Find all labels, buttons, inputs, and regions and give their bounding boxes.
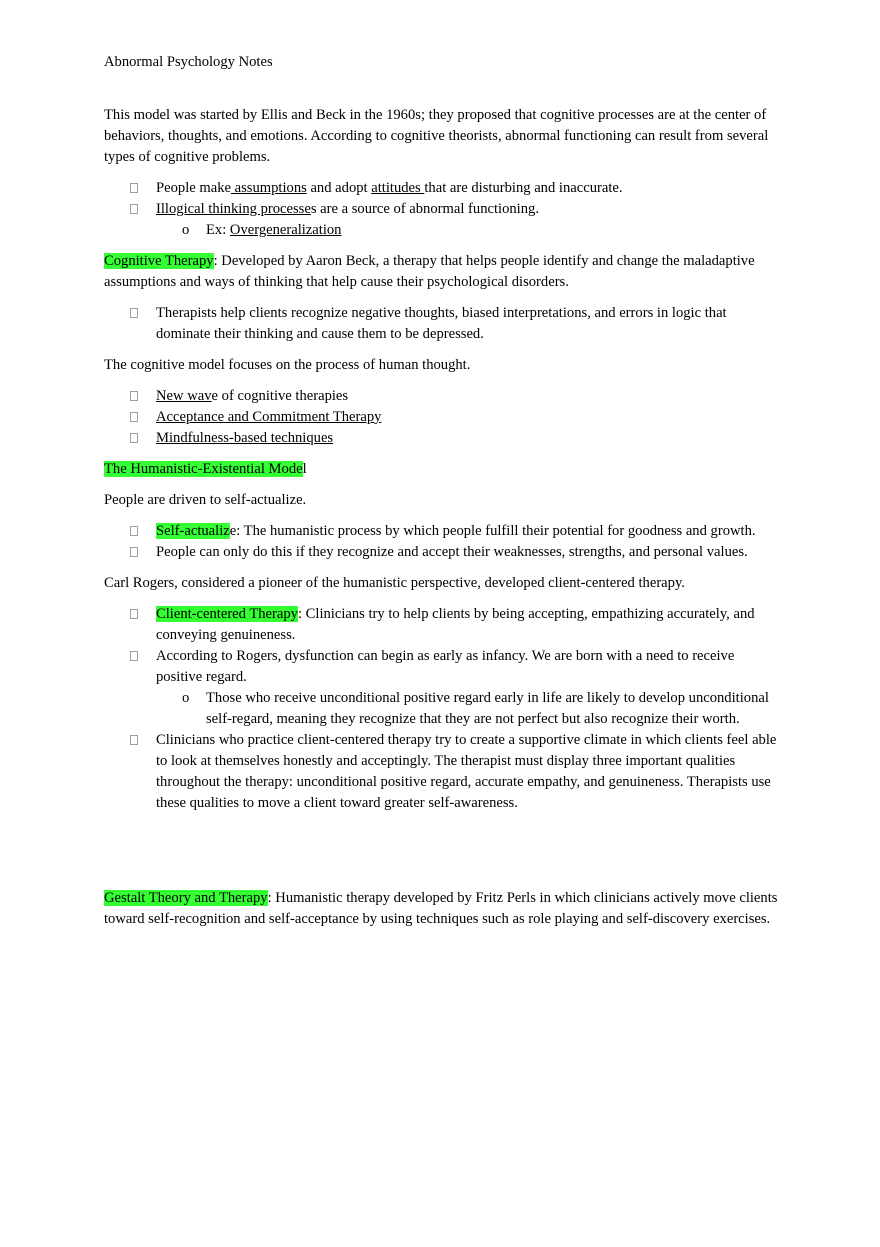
highlighted-term: Gestalt Theory and Therapy (104, 890, 268, 906)
bullet-box-icon (130, 609, 138, 619)
item-text: and adopt (306, 180, 372, 196)
item-text: : Clinicians try to help clients by being accepting, empathizing accurately, and conveying genuineness. (156, 606, 755, 643)
humanistic-heading (104, 459, 780, 480)
item-text: People can only do this if they recognize and accept their weaknesses, strengths, and personal values. (156, 544, 748, 560)
intro-paragraph: This model was started by Ellis and Beck in the 1960s; they proposed that cognitive processes are at the center of behaviors, thoughts, and emotions. According to cognitive theorists, abnormal functioning can result from several types of cognitive problems. (104, 107, 769, 165)
item-text: s are a source of abnormal functioning. (310, 201, 539, 217)
sub-bullet-marker: o (182, 690, 190, 706)
item-text: According to Rogers, dysfunction can begin as early as infancy. We are born with a need to receive positive regard. (156, 648, 735, 685)
list-item (104, 178, 780, 199)
list-item (104, 386, 780, 407)
list-item (104, 542, 780, 563)
highlighted-term: Client-centered Therapy (156, 606, 298, 622)
item-text: that are disturbing and inaccurate. (424, 180, 623, 196)
list-item (104, 604, 780, 646)
client-centered-list (104, 604, 780, 814)
list-item (104, 303, 780, 345)
rogers-intro: Carl Rogers, considered a pioneer of the humanistic perspective, developed client-centered therapy. (104, 575, 685, 591)
highlighted-term: Cognitive Therapy (104, 253, 214, 269)
bullet-box-icon (130, 547, 138, 557)
self-actualize-list (104, 521, 780, 563)
list-item (104, 521, 780, 542)
underlined-text: Overgeneralization (229, 222, 342, 238)
bullet-box-icon (130, 183, 138, 193)
cognitive-problems-list (104, 178, 780, 241)
item-text: People make (156, 180, 231, 196)
item-text: e of cognitive therapies (211, 388, 349, 404)
list-item (104, 199, 780, 220)
item-text: Ex: (206, 222, 230, 238)
drive-statement: People are driven to self-actualize. (104, 492, 307, 508)
list-item (104, 407, 780, 428)
definition-text: : Developed by Aaron Beck, a therapy that helps people identify and change the maladaptive assumptions and ways of thinking that help cause their psychological disorders. (104, 253, 755, 290)
list-item (104, 646, 780, 688)
process-note: The cognitive model focuses on the process of human thought. (104, 357, 471, 373)
item-text: Those who receive unconditional positive regard early in life are likely to develop unconditional self-regard, meaning they recognize that they are not perfect but also recognize their worth. (206, 690, 769, 727)
bullet-box-icon (130, 412, 138, 422)
cognitive-therapy-definition (104, 251, 780, 293)
bullet-box-icon (130, 433, 138, 443)
sub-bullet-marker: o (182, 222, 190, 238)
underlined-text: assumptions (230, 180, 307, 196)
sub-list-item (104, 220, 780, 241)
underlined-text: attitudes (371, 180, 425, 196)
page-title: Abnormal Psychology Notes (104, 54, 273, 70)
bullet-box-icon (130, 204, 138, 214)
underlined-text: y (374, 409, 382, 425)
blank-space (104, 824, 780, 888)
bullet-box-icon (130, 651, 138, 661)
definition-text: : Humanistic therapy developed by Fritz Perls in which clinicians actively move clients toward self-recognition and self-acceptance by using techniques such as role playing and self-discovery exercises. (104, 890, 778, 927)
list-item (104, 730, 780, 814)
bullet-box-icon (130, 735, 138, 745)
item-text: e: The humanistic process by which people fulfill their potential for goodness and growth. (229, 523, 756, 539)
underlined-text: Illogical thinking processe (156, 201, 311, 217)
underlined-text: New wav (156, 388, 212, 404)
highlighted-term: The Humanistic-Existential Mode (104, 461, 303, 477)
sub-list-item (104, 688, 780, 730)
gestalt-definition (104, 888, 780, 930)
underlined-text: Acceptance and Commitment Therap (156, 409, 375, 425)
item-text: Clinicians who practice client-centered therapy try to create a supportive climate in which clients feel able to look at themselves honestly and acceptingly. The therapist must display three important qualities throughout the therapy: unconditional positive regard, accurate empathy, and genuineness. Therapists use these qualities to move a client toward greater self-awareness. (156, 732, 777, 811)
highlighted-term: Self-actualiz (156, 523, 230, 539)
bullet-box-icon (130, 526, 138, 536)
item-text: Therapists help clients recognize negative thoughts, biased interpretations, and errors in logic that dominate their thinking and cause them to be depressed. (156, 305, 727, 342)
bullet-box-icon (130, 391, 138, 401)
list-item (104, 428, 780, 449)
heading-text: l (302, 461, 307, 477)
bullet-box-icon (130, 308, 138, 318)
new-wave-list (104, 386, 780, 449)
cognitive-therapy-list (104, 303, 780, 345)
underlined-text: Mindfulness-based techniques (156, 430, 334, 446)
